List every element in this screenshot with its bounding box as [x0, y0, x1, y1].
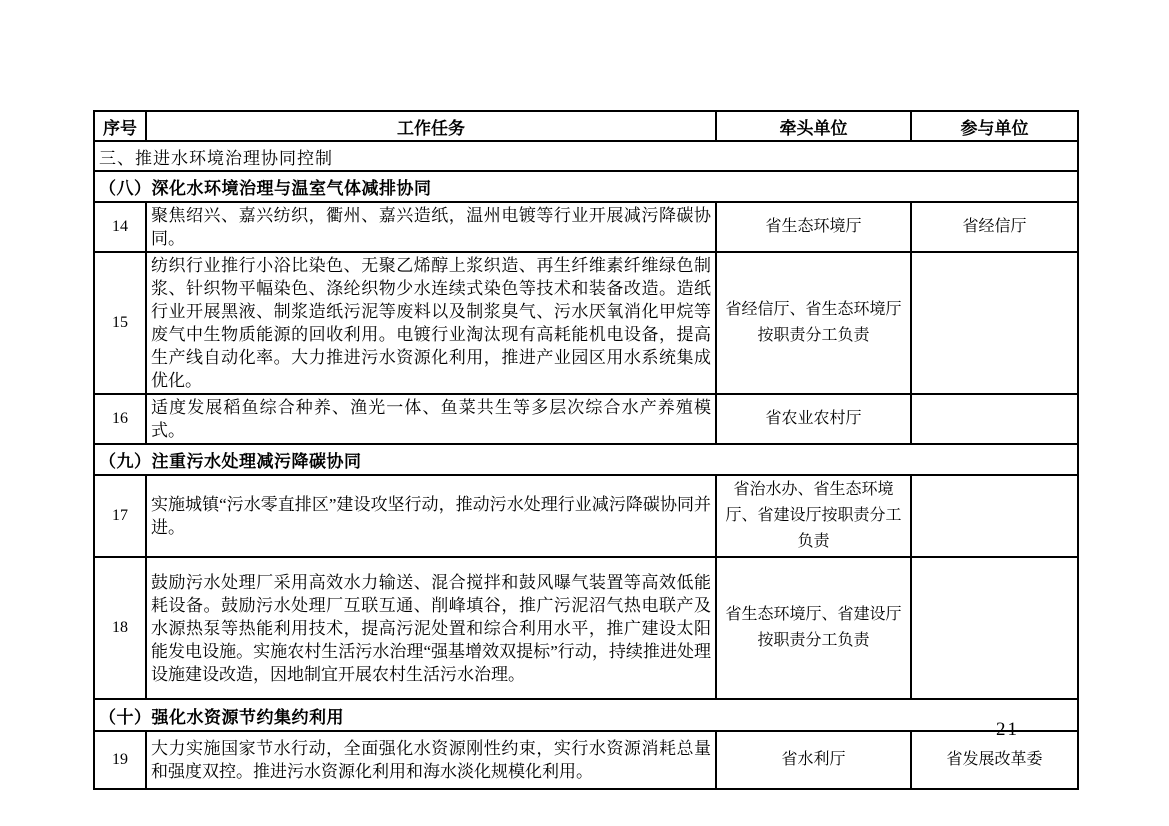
- row-14-index: 14: [94, 202, 146, 252]
- row-14-task: 聚焦绍兴、嘉兴纺织，衢州、嘉兴造纸，温州电镀等行业开展减污降碳协同。: [146, 202, 716, 252]
- row-19-lead-unit: 省水利厅: [716, 731, 911, 789]
- table-row-18: [94, 557, 1078, 699]
- row-14-lead-unit: 省生态环境厅: [716, 202, 911, 252]
- subsection-row-9: [94, 444, 1078, 475]
- subsection-title-8: （八）深化水环境治理与温室气体减排协同: [94, 171, 1078, 202]
- row-15-lead-unit: 省经信厅、省生态环境厅按职责分工负责: [716, 252, 911, 394]
- row-15-participant-unit: [911, 252, 1078, 394]
- row-14-participant-unit: 省经信厅: [911, 202, 1078, 252]
- section-row-3: [94, 141, 1078, 171]
- column-header-participant-unit: 参与单位: [911, 111, 1078, 141]
- column-header-lead-unit: 牵头单位: [716, 111, 911, 141]
- row-18-participant-unit: [911, 557, 1078, 699]
- column-header-task: 工作任务: [146, 111, 716, 141]
- work-task-table: [93, 110, 1079, 790]
- table-row-17: [94, 475, 1078, 557]
- row-17-participant-unit: [911, 475, 1078, 557]
- row-17-lead-unit: 省治水办、省生态环境厅、省建设厅按职责分工负责: [716, 475, 911, 557]
- column-header-index: 序号: [94, 111, 146, 141]
- subsection-title-10: （十）强化水资源节约集约利用: [94, 699, 1078, 731]
- subsection-row-10: [94, 699, 1078, 731]
- page-number: — 21 —: [968, 719, 1047, 740]
- section-title-3: 三、推进水环境治理协同控制: [94, 141, 1078, 171]
- table-row-15: [94, 252, 1078, 394]
- row-16-task: 适度发展稻鱼综合种养、渔光一体、鱼菜共生等多层次综合水产养殖模式。: [146, 394, 716, 444]
- subsection-row-8: [94, 171, 1078, 202]
- table-header-row: [94, 111, 1078, 141]
- row-16-index: 16: [94, 394, 146, 444]
- row-16-participant-unit: [911, 394, 1078, 444]
- row-16-lead-unit: 省农业农村厅: [716, 394, 911, 444]
- row-18-task: 鼓励污水处理厂采用高效水力输送、混合搅拌和鼓风曝气装置等高效低能耗设备。鼓励污水处理厂互联互通、削峰填谷，推广污泥沼气热电联产及水源热泵等热能利用技术，提高污泥处置和综合利用水平，推广建设太阳能发电设施。实施农村生活污水治理“强基增效双提标”行动，持续推进处理设施建设改造，因地制宜开展农村生活污水治理。: [146, 557, 716, 699]
- row-18-lead-unit: 省生态环境厅、省建设厅按职责分工负责: [716, 557, 911, 699]
- table-row-14: [94, 202, 1078, 252]
- row-15-index: 15: [94, 252, 146, 394]
- row-17-task: 实施城镇“污水零直排区”建设攻坚行动，推动污水处理行业减污降碳协同并进。: [146, 475, 716, 557]
- table-row-19: [94, 731, 1078, 789]
- subsection-title-9: （九）注重污水处理减污降碳协同: [94, 444, 1078, 475]
- table-row-16: [94, 394, 1078, 444]
- row-19-participant-unit: 省发展改革委: [911, 731, 1078, 789]
- row-19-index: 19: [94, 731, 146, 789]
- row-17-index: 17: [94, 475, 146, 557]
- row-19-task: 大力实施国家节水行动，全面强化水资源刚性约束，实行水资源消耗总量和强度双控。推进污水资源化利用和海水淡化规模化利用。: [146, 731, 716, 789]
- row-15-task: 纺织行业推行小浴比染色、无聚乙烯醇上浆织造、再生纤维素纤维绿色制浆、针织物平幅染色、涤纶织物少水连续式染色等技术和装备改造。造纸行业开展黑液、制浆造纸污泥等废料以及制浆臭气、污水厌氧消化甲烷等废气中生物质能源的回收利用。电镀行业淘汰现有高耗能机电设备，提高生产线自动化率。大力推进污水资源化利用，推进产业园区用水系统集成优化。: [146, 252, 716, 394]
- row-18-index: 18: [94, 557, 146, 699]
